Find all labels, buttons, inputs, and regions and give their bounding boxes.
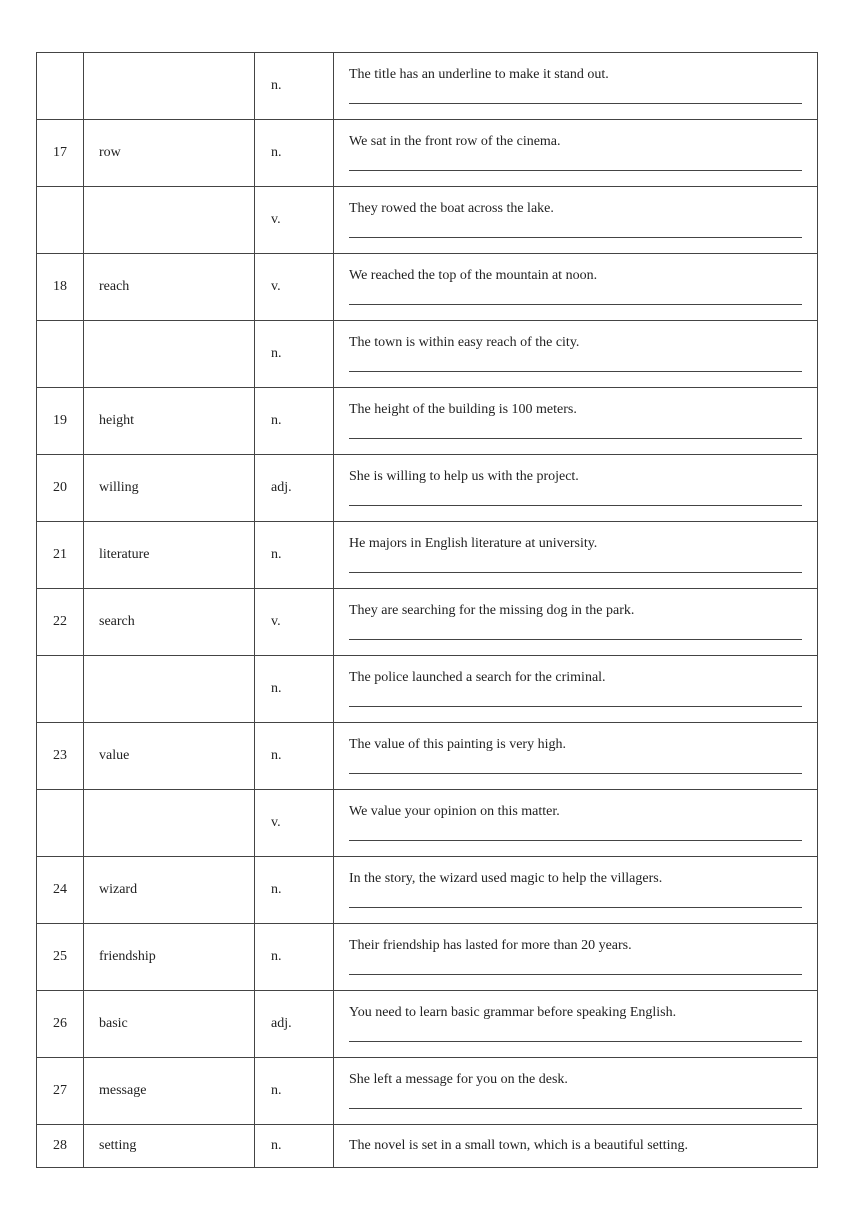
row-example-cell xyxy=(334,589,818,656)
row-example-cell xyxy=(334,1125,818,1168)
row-part-of-speech: adj. xyxy=(255,455,334,522)
row-part-of-speech: n. xyxy=(255,656,334,723)
row-part-of-speech: n. xyxy=(255,723,334,790)
row-word: willing xyxy=(84,455,255,522)
row-word xyxy=(84,656,255,723)
translation-answer-line xyxy=(349,840,802,841)
row-word xyxy=(84,321,255,388)
translation-answer-line xyxy=(349,438,802,439)
row-example-sentence: The novel is set in a small town, which is a beautiful setting. xyxy=(349,1138,689,1153)
row-word: friendship xyxy=(84,924,255,991)
row-example-sentence: The height of the building is 100 meters. xyxy=(349,402,577,417)
table-row xyxy=(37,254,818,321)
row-word: height xyxy=(84,388,255,455)
row-part-of-speech: v. xyxy=(255,187,334,254)
row-number xyxy=(37,53,84,120)
row-word: message xyxy=(84,1058,255,1125)
table-row xyxy=(37,1058,818,1125)
row-word xyxy=(84,53,255,120)
row-example-cell xyxy=(334,53,818,120)
row-number: 21 xyxy=(37,522,84,589)
row-word xyxy=(84,187,255,254)
table-row xyxy=(37,991,818,1058)
row-part-of-speech: v. xyxy=(255,589,334,656)
row-example-cell xyxy=(334,924,818,991)
row-part-of-speech: n. xyxy=(255,857,334,924)
row-example-cell xyxy=(334,187,818,254)
row-number: 22 xyxy=(37,589,84,656)
translation-answer-line xyxy=(349,1108,802,1109)
table-row xyxy=(37,321,818,388)
row-number: 24 xyxy=(37,857,84,924)
table-row xyxy=(37,857,818,924)
row-example-sentence: He majors in English literature at university. xyxy=(349,536,598,551)
table-row xyxy=(37,388,818,455)
row-example-sentence: She left a message for you on the desk. xyxy=(349,1072,568,1087)
table-row xyxy=(37,723,818,790)
row-word xyxy=(84,790,255,857)
row-example-cell xyxy=(334,656,818,723)
row-example-sentence: Their friendship has lasted for more than 20 years. xyxy=(349,938,632,953)
row-example-cell xyxy=(334,790,818,857)
row-number xyxy=(37,790,84,857)
table-row xyxy=(37,1125,818,1168)
row-example-cell xyxy=(334,857,818,924)
row-part-of-speech: n. xyxy=(255,321,334,388)
row-number: 27 xyxy=(37,1058,84,1125)
row-part-of-speech: v. xyxy=(255,790,334,857)
row-number: 18 xyxy=(37,254,84,321)
row-example-sentence: They are searching for the missing dog in the park. xyxy=(349,603,635,618)
row-word: wizard xyxy=(84,857,255,924)
row-part-of-speech: n. xyxy=(255,522,334,589)
row-word: reach xyxy=(84,254,255,321)
table-row xyxy=(37,120,818,187)
row-word: value xyxy=(84,723,255,790)
row-part-of-speech: n. xyxy=(255,388,334,455)
row-number: 17 xyxy=(37,120,84,187)
row-example-cell xyxy=(334,120,818,187)
row-example-sentence: The town is within easy reach of the city. xyxy=(349,335,580,350)
row-word: setting xyxy=(84,1125,255,1168)
row-word: basic xyxy=(84,991,255,1058)
row-example-sentence: They rowed the boat across the lake. xyxy=(349,201,554,216)
translation-answer-line xyxy=(349,907,802,908)
row-example-sentence: She is willing to help us with the project. xyxy=(349,469,579,484)
translation-answer-line xyxy=(349,773,802,774)
row-example-sentence: We value your opinion on this matter. xyxy=(349,804,560,819)
row-number: 19 xyxy=(37,388,84,455)
table-row xyxy=(37,455,818,522)
translation-answer-line xyxy=(349,639,802,640)
translation-answer-line xyxy=(349,170,802,171)
row-example-cell xyxy=(334,254,818,321)
row-example-sentence: We sat in the front row of the cinema. xyxy=(349,134,561,149)
row-part-of-speech: adj. xyxy=(255,991,334,1058)
row-part-of-speech: n. xyxy=(255,1058,334,1125)
table-row xyxy=(37,924,818,991)
row-number: 26 xyxy=(37,991,84,1058)
row-example-sentence: The police launched a search for the criminal. xyxy=(349,670,606,685)
row-example-sentence: The title has an underline to make it stand out. xyxy=(349,67,609,82)
row-part-of-speech: n. xyxy=(255,120,334,187)
row-number xyxy=(37,321,84,388)
vocabulary-table xyxy=(36,52,818,1168)
translation-answer-line xyxy=(349,505,802,506)
table-row xyxy=(37,790,818,857)
row-number: 25 xyxy=(37,924,84,991)
table-row xyxy=(37,589,818,656)
row-word: search xyxy=(84,589,255,656)
row-example-cell xyxy=(334,522,818,589)
row-example-cell xyxy=(334,388,818,455)
row-number: 28 xyxy=(37,1125,84,1168)
translation-answer-line xyxy=(349,706,802,707)
table-row xyxy=(37,656,818,723)
row-part-of-speech: n. xyxy=(255,1125,334,1168)
translation-answer-line xyxy=(349,371,802,372)
row-example-sentence: We reached the top of the mountain at noon. xyxy=(349,268,598,283)
row-number: 23 xyxy=(37,723,84,790)
row-word: literature xyxy=(84,522,255,589)
translation-answer-line xyxy=(349,1041,802,1042)
translation-answer-line xyxy=(349,974,802,975)
row-example-sentence: The value of this painting is very high. xyxy=(349,737,566,752)
row-word: row xyxy=(84,120,255,187)
row-example-cell xyxy=(334,1058,818,1125)
table-row xyxy=(37,53,818,120)
translation-answer-line xyxy=(349,103,802,104)
row-number: 20 xyxy=(37,455,84,522)
row-example-cell xyxy=(334,991,818,1058)
row-part-of-speech: n. xyxy=(255,53,334,120)
row-number xyxy=(37,656,84,723)
row-example-cell xyxy=(334,455,818,522)
row-example-sentence: In the story, the wizard used magic to help the villagers. xyxy=(349,871,663,886)
row-number xyxy=(37,187,84,254)
translation-answer-line xyxy=(349,237,802,238)
row-part-of-speech: v. xyxy=(255,254,334,321)
row-example-cell xyxy=(334,723,818,790)
row-part-of-speech: n. xyxy=(255,924,334,991)
table-row xyxy=(37,187,818,254)
table-row xyxy=(37,522,818,589)
translation-answer-line xyxy=(349,572,802,573)
row-example-cell xyxy=(334,321,818,388)
row-example-sentence: You need to learn basic grammar before speaking English. xyxy=(349,1005,677,1020)
translation-answer-line xyxy=(349,304,802,305)
